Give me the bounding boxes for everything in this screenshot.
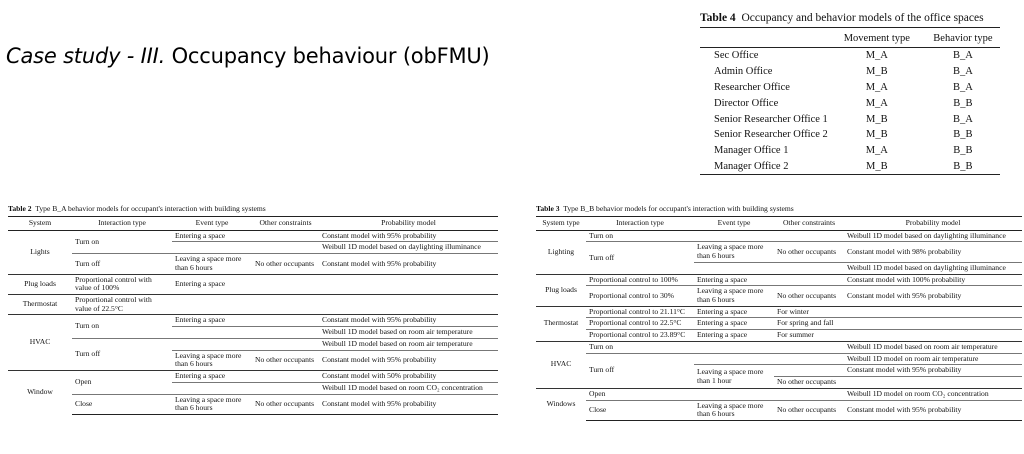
table-row: Proportional control to 30% Leaving a space more than 6 hours No other occupants Constant model with 95% probability — [536, 286, 1022, 306]
table3-header: Event type — [694, 217, 774, 231]
table4-caption: Table 4 Occupancy and behavior models of the office spaces — [700, 12, 984, 24]
table-row: Manager Office 1 M_A B_B — [714, 145, 973, 157]
table-row: Director Office M_A B_B — [714, 97, 973, 109]
table-row: Thermostat Proportional control to 21.11°C Entering a space For winter — [536, 306, 1022, 318]
table-row: Turn off Weibull 1D model based on room air temperature — [8, 338, 498, 350]
table-row: Weibull 1D model based on room air temperature — [8, 327, 498, 339]
table4 — [700, 12, 1010, 175]
table-row: Senior Researcher Office 1 M_B B_A — [714, 113, 973, 125]
table-row: Leaving a space more than 1 hour Constant model with 95% probability — [536, 365, 1022, 377]
table3-grid — [536, 216, 1022, 421]
table-row: Window Open Entering a space Constant model with 50% probability — [8, 371, 498, 383]
table-row: Turn off Leaving a space more than 6 hours No other occupants Constant model with 98% probability — [536, 242, 1022, 262]
table2-caption: Table 2 Type B_A behavior models for occupant's interaction with building systems — [8, 204, 266, 213]
table3-header: System type — [536, 217, 586, 231]
table-row: Weibull 1D model based on daylighting illuminance — [8, 242, 498, 254]
slide-title-italic: Case study - III. — [6, 44, 166, 68]
table-row: Close Leaving a space more than 6 hours No other occupants Constant model with 95% probability — [536, 400, 1022, 420]
table-row: Manager Office 2 M_B B_B — [700, 159, 1000, 175]
table-row: Researcher Office M_A B_A — [714, 81, 973, 93]
table2-header: Interaction type — [72, 217, 172, 231]
table3-header: Interaction type — [586, 217, 694, 231]
table2-header: Probability model — [319, 217, 498, 231]
table-row: Proportional control to 22.5°C Entering a space For spring and fall — [536, 318, 1022, 330]
slide-title-rest: Occupancy behaviour (obFMU) — [165, 44, 490, 68]
table-row: No other occupants — [536, 377, 1022, 389]
table2-grid: System Interaction type Event type Other constraints Probability model Lights Turn on Entering a space Constant model with 95% probability Weibull 1D model based on daylighting illuminance Turn off Leaving a space more than 6 hours No other occupants Constant model with 95% probability Plug loads Proportional control with value of 100% Entering a space Thermostat Proportional control with value of 22.5°C HVAC Turn on Entering a space Constant model with 95% probability Weibull 1D model based on room air temperature Turn off Weibull 1D model based on room air temperature Leaving a space more than 6 hours No other occupants Constant model with 95% probability Window Open Entering a space Constant model with 50% probability Weibull 1D model based on room CO₂ concentration Close Leaving a space more than 6 hours No other occupants Constant model with 95% probability — [8, 216, 498, 415]
table-row: Lighting Turn on Weibull 1D model based on daylighting illuminance — [547, 230, 1006, 256]
table-row: Plug loads Proportional control with value of 100% Entering a space — [8, 274, 498, 294]
table4-grid — [700, 27, 1000, 175]
table-row: HVAC Turn on Weibull 1D model based on room air temperature — [536, 341, 1022, 353]
table-row: Turn off Weibull 1D model on room air temperature — [536, 353, 1022, 365]
table3-caption: Table 3 Type B_B behavior models for occupant's interaction with building systems — [536, 204, 794, 213]
table-row: HVAC Turn on Entering a space Constant model with 95% probability — [8, 315, 498, 327]
table-row: Proportional control to 23.89°C Entering a space For summer — [536, 330, 1022, 342]
table-row: Plug loads Proportional control to 100% Entering a space Constant model with 100% probability — [536, 274, 1022, 286]
table3-header: Other constraints — [774, 217, 844, 231]
table4-header: Behavior type — [926, 28, 1000, 48]
table-row: Senior Researcher Office 2 M_B B_B — [714, 129, 973, 141]
table-row: Windows Open Weibull 1D model on room CO₂ concentration — [536, 388, 1022, 400]
table2 — [8, 204, 498, 415]
table-row: Admin Office M_B B_A — [714, 66, 973, 78]
table-row: Weibull 1D model based on daylighting illuminance — [536, 262, 1022, 274]
table2-header: System — [8, 217, 72, 231]
table-row: Sec Office M_A B_A — [714, 50, 973, 62]
table-row: Lights Turn on Entering a space Constant model with 95% probability — [30, 230, 437, 256]
table-row: Close Leaving a space more than 6 hours No other occupants Constant model with 95% probability — [8, 394, 498, 414]
table3-header: Probability model — [844, 217, 1022, 231]
slide-title — [6, 44, 490, 68]
table2-header: Event type — [172, 217, 252, 231]
table4-header — [700, 28, 828, 48]
table4-header: Movement type — [828, 28, 926, 48]
table3 — [536, 204, 1022, 421]
table-row: Weibull 1D model based on room CO₂ concentration — [8, 382, 498, 394]
table-row: Thermostat Proportional control with value of 22.5°C — [8, 295, 498, 315]
table2-header: Other constraints — [252, 217, 319, 231]
